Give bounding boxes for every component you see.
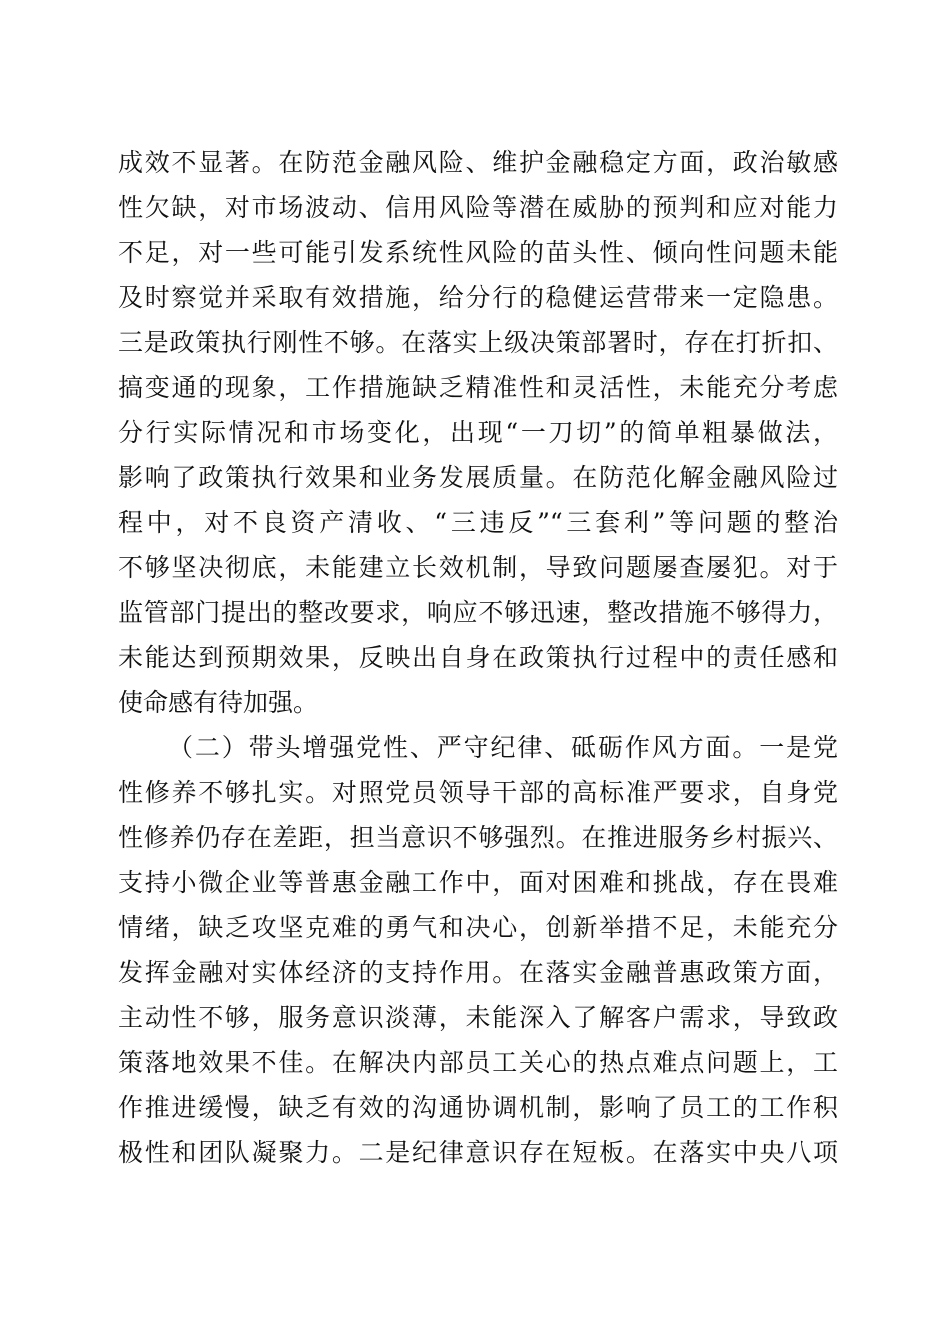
text-line: 极性和团队凝聚力。二是纪律意识存在短板。在落实中央八项: [118, 1138, 838, 1167]
text-line: 支持小微企业等普惠金融工作中，面对困难和挑战，存在畏难: [118, 868, 838, 897]
text-line: 三是政策执行刚性不够。在落实上级决策部署时，存在打折扣、: [118, 328, 838, 357]
text-line: 作推进缓慢，缺乏有效的沟通协调机制，影响了员工的工作积: [118, 1093, 838, 1122]
section-heading-line: （二）带头增强党性、严守纪律、砥砺作风方面。一是党: [168, 733, 838, 762]
text-line: 未能达到预期效果，反映出自身在政策执行过程中的责任感和: [118, 643, 838, 672]
text-line: 不足，对一些可能引发系统性风险的苗头性、倾向性问题未能: [118, 238, 838, 267]
text-line: 性修养仍存在差距，担当意识不够强烈。在推进服务乡村振兴、: [118, 823, 838, 852]
body-text: [118, 140, 838, 1175]
text-line: 及时察觉并采取有效措施，给分行的稳健运营带来一定隐患。: [118, 283, 838, 312]
text-line: 策落地效果不佳。在解决内部员工关心的热点难点问题上，工: [118, 1048, 838, 1077]
text-line: 使命感有待加强。: [118, 688, 319, 717]
text-line: 性欠缺，对市场波动、信用风险等潜在威胁的预判和应对能力: [118, 193, 838, 222]
text-line: 发挥金融对实体经济的支持作用。在落实金融普惠政策方面，: [118, 958, 838, 987]
text-line: 监管部门提出的整改要求，响应不够迅速，整改措施不够得力，: [118, 598, 838, 627]
text-line: 搞变通的现象，工作措施缺乏精准性和灵活性，未能充分考虑: [118, 373, 838, 402]
text-line: 主动性不够，服务意识淡薄，未能深入了解客户需求，导致政: [118, 1003, 838, 1032]
text-line: 分行实际情况和市场变化，出现“一刀切”的简单粗暴做法，: [118, 418, 838, 447]
text-line: 性修养不够扎实。对照党员领导干部的高标准严要求，自身党: [118, 778, 838, 807]
text-line: 成效不显著。在防范金融风险、维护金融稳定方面，政治敏感: [118, 148, 838, 177]
text-line: 情绪，缺乏攻坚克难的勇气和决心，创新举措不足，未能充分: [118, 913, 838, 942]
text-line: 程中，对不良资产清收、“三违反”“三套利”等问题的整治: [118, 508, 838, 537]
text-line: 不够坚决彻底，未能建立长效机制，导致问题屡查屡犯。对于: [118, 553, 838, 582]
text-line: 影响了政策执行效果和业务发展质量。在防范化解金融风险过: [118, 463, 838, 492]
